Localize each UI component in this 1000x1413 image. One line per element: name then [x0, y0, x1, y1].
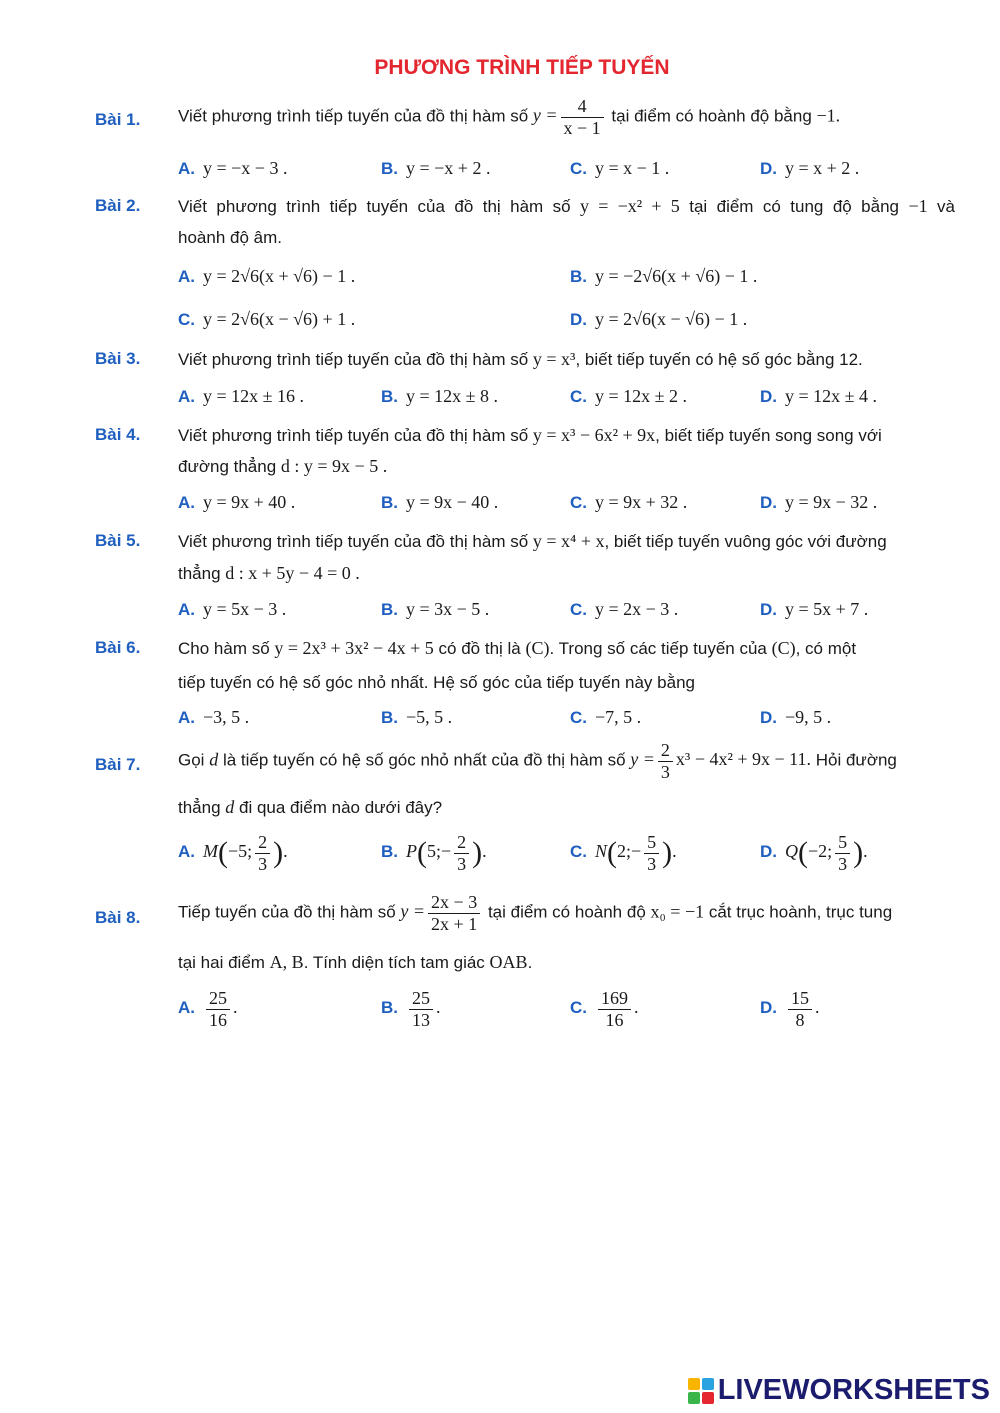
option-a[interactable]: A. y = −x − 3 . — [178, 158, 288, 178]
problem-label: Bài 5. — [95, 531, 141, 550]
option-b[interactable]: B. y = −x + 2 . — [381, 158, 491, 178]
page-title: PHƯƠNG TRÌNH TIẾP TUYẾN — [374, 56, 670, 79]
logo-text: LIVEWORKSHEETS — [717, 1374, 990, 1406]
option-b[interactable]: B. y = 3x − 5 . — [381, 599, 490, 619]
problem-label: Bài 6. — [95, 638, 141, 657]
liveworksheets-logo — [688, 1374, 990, 1407]
problem-label: Bài 1. — [95, 110, 141, 129]
problem-label: Bài 3. — [95, 349, 141, 368]
option-b[interactable]: B. y = 9x − 40 . — [381, 492, 499, 512]
problem-label: Bài 8. — [95, 908, 141, 927]
logo-icon — [688, 1378, 714, 1404]
option-a[interactable]: A. −3, 5 . — [178, 707, 250, 727]
problem-statement: Tiếp tuyến của đồ thị hàm số y = $\frac{2x - 3}{2x + 1}$ tại điểm có hoành độ x₀ = −1 cắt trục hoành, trục tung — [178, 892, 893, 934]
option-c[interactable]: C. −7, 5 . — [570, 707, 642, 727]
option-c[interactable]: C. $\frac{169}{16}$ . — [570, 988, 639, 1030]
option-d[interactable]: D. $\frac{15}{8}$ . — [760, 988, 820, 1030]
option-b[interactable]: B. y = 12x ± 8 . — [381, 386, 499, 406]
option-c[interactable]: C. y = 12x ± 2 . — [570, 386, 688, 406]
option-d[interactable]: D. y = x + 2 . — [760, 158, 860, 178]
option-c[interactable]: C. y = 9x + 32 . — [570, 492, 688, 512]
option-d[interactable]: D. y = 2√6(x − √6) − 1 . — [570, 309, 748, 329]
problem-statement: Viết phương trình tiếp tuyến của đồ thị hàm số y = $\frac{4}{x - 1}$ tại điểm có hoành độ bằng −1. — [178, 96, 841, 138]
problem-statement: Viết phương trình tiếp tuyến của đồ thị hàm số y = x³, biết tiếp tuyến có hệ số góc bằng 12. — [178, 349, 863, 369]
option-d[interactable]: D. y = 12x ± 4 . — [760, 386, 878, 406]
option-a[interactable]: A. y = 2√6(x + √6) − 1 . — [178, 266, 356, 286]
option-d[interactable]: D. y = 5x + 7 . — [760, 599, 869, 619]
option-d[interactable]: D. −9, 5 . — [760, 707, 832, 727]
option-d[interactable]: D. Q(−2; $\frac{5}{3}$ ). — [760, 832, 868, 874]
problem-statement: Viết phương trình tiếp tuyến của đồ thị hàm số y = x³ − 6x² + 9x, biết tiếp tuyến song song với — [178, 425, 882, 445]
option-a[interactable]: A. y = 9x + 40 . — [178, 492, 296, 512]
problem-label: Bài 7. — [95, 755, 141, 774]
option-b[interactable]: B. $\frac{25}{13}$ . — [381, 988, 441, 1030]
problem-statement: Viết phương trình tiếp tuyến của đồ thị hàm số y = −x² + 5 tại điểm có tung độ bằng −1 và — [178, 196, 956, 216]
option-d[interactable]: D. y = 9x − 32 . — [760, 492, 878, 512]
option-a[interactable]: A. y = 5x − 3 . — [178, 599, 287, 619]
option-c[interactable]: C. y = 2√6(x − √6) + 1 . — [178, 309, 356, 329]
option-a[interactable]: A. $\frac{25}{16}$ . — [178, 988, 238, 1030]
problem-label: Bài 2. — [95, 196, 141, 215]
problem-statement: Gọi d là tiếp tuyến có hệ số góc nhỏ nhất của đồ thị hàm số y = $\frac{2}{3}$ x³ − 4x² + 9x − 11. Hỏi đường — [178, 740, 897, 782]
problem-label: Bài 4. — [95, 425, 141, 444]
option-c[interactable]: C. N(2;− $\frac{5}{3}$ ). — [570, 832, 677, 874]
problem-statement: Viết phương trình tiếp tuyến của đồ thị hàm số y = x⁴ + x, biết tiếp tuyến vuông góc với đường — [178, 531, 887, 551]
option-b[interactable]: B. −5, 5 . — [381, 707, 453, 727]
option-c[interactable]: C. y = x − 1 . — [570, 158, 670, 178]
option-a[interactable]: A. M(−5; $\frac{2}{3}$ ). — [178, 832, 288, 874]
option-a[interactable]: A. y = 12x ± 16 . — [178, 386, 305, 406]
problem-statement: Cho hàm số y = 2x³ + 3x² − 4x + 5 có đồ thị là (C). Trong số các tiếp tuyến của (C), có một — [178, 638, 857, 658]
option-b[interactable]: B. P(5;− $\frac{2}{3}$ ). — [381, 832, 487, 874]
option-b[interactable]: B. y = −2√6(x + √6) − 1 . — [570, 266, 758, 286]
option-c[interactable]: C. y = 2x − 3 . — [570, 599, 679, 619]
